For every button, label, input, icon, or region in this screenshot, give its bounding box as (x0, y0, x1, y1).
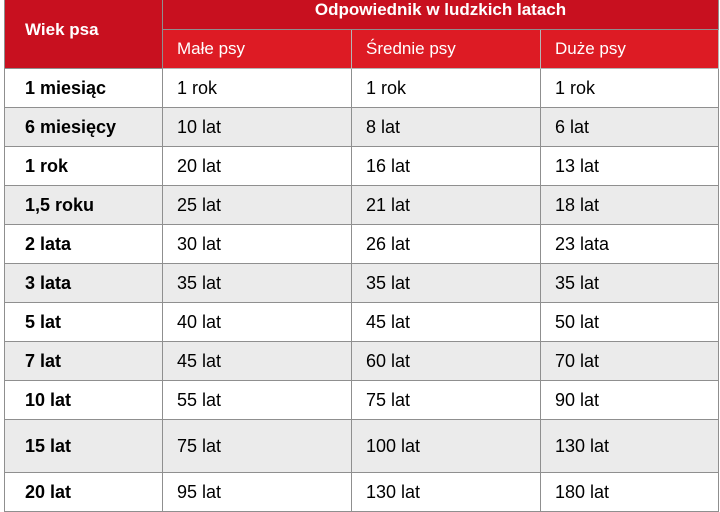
medium-dog-cell: 8 lat (352, 108, 541, 147)
table-row (5, 303, 719, 342)
large-dog-cell: 6 lat (541, 108, 719, 147)
table-row (5, 69, 719, 108)
small-dogs-header: Małe psy (163, 30, 352, 69)
human-years-group-header: Odpowiednik w ludzkich latach (163, 0, 719, 30)
table-row (5, 264, 719, 303)
table-row (5, 147, 719, 186)
dog-age-cell: 3 lata (5, 264, 163, 303)
medium-dog-cell: 60 lat (352, 342, 541, 381)
table-row (5, 342, 719, 381)
large-dog-cell: 18 lat (541, 186, 719, 225)
table-row (5, 420, 719, 473)
large-dog-cell: 70 lat (541, 342, 719, 381)
dog-age-table (4, 0, 719, 512)
large-dog-cell: 130 lat (541, 420, 719, 473)
dog-age-cell: 15 lat (5, 420, 163, 473)
large-dog-cell: 90 lat (541, 381, 719, 420)
table-row (5, 108, 719, 147)
small-dog-cell: 10 lat (163, 108, 352, 147)
large-dog-cell: 1 rok (541, 69, 719, 108)
small-dog-cell: 30 lat (163, 225, 352, 264)
table-row (5, 473, 719, 512)
small-dog-cell: 40 lat (163, 303, 352, 342)
large-dog-cell: 35 lat (541, 264, 719, 303)
large-dog-cell: 23 lata (541, 225, 719, 264)
age-column-header: Wiek psa (5, 0, 163, 69)
small-dog-cell: 25 lat (163, 186, 352, 225)
medium-dog-cell: 26 lat (352, 225, 541, 264)
table-row (5, 225, 719, 264)
medium-dog-cell: 1 rok (352, 69, 541, 108)
header-row (5, 0, 719, 30)
dog-age-cell: 7 lat (5, 342, 163, 381)
small-dog-cell: 75 lat (163, 420, 352, 473)
large-dog-cell: 50 lat (541, 303, 719, 342)
medium-dog-cell: 75 lat (352, 381, 541, 420)
small-dog-cell: 55 lat (163, 381, 352, 420)
dog-age-cell: 10 lat (5, 381, 163, 420)
dog-age-cell: 6 miesięcy (5, 108, 163, 147)
dog-age-cell: 1 rok (5, 147, 163, 186)
large-dog-cell: 180 lat (541, 473, 719, 512)
medium-dogs-header: Średnie psy (352, 30, 541, 69)
medium-dog-cell: 100 lat (352, 420, 541, 473)
table-row (5, 381, 719, 420)
dog-age-cell: 20 lat (5, 473, 163, 512)
medium-dog-cell: 16 lat (352, 147, 541, 186)
medium-dog-cell: 45 lat (352, 303, 541, 342)
small-dog-cell: 20 lat (163, 147, 352, 186)
small-dog-cell: 35 lat (163, 264, 352, 303)
large-dogs-header: Duże psy (541, 30, 719, 69)
medium-dog-cell: 35 lat (352, 264, 541, 303)
small-dog-cell: 45 lat (163, 342, 352, 381)
dog-age-cell: 2 lata (5, 225, 163, 264)
large-dog-cell: 13 lat (541, 147, 719, 186)
dog-age-cell: 1 miesiąc (5, 69, 163, 108)
dog-age-cell: 5 lat (5, 303, 163, 342)
dog-age-cell: 1,5 roku (5, 186, 163, 225)
small-dog-cell: 95 lat (163, 473, 352, 512)
table-row (5, 186, 719, 225)
medium-dog-cell: 130 lat (352, 473, 541, 512)
medium-dog-cell: 21 lat (352, 186, 541, 225)
small-dog-cell: 1 rok (163, 69, 352, 108)
